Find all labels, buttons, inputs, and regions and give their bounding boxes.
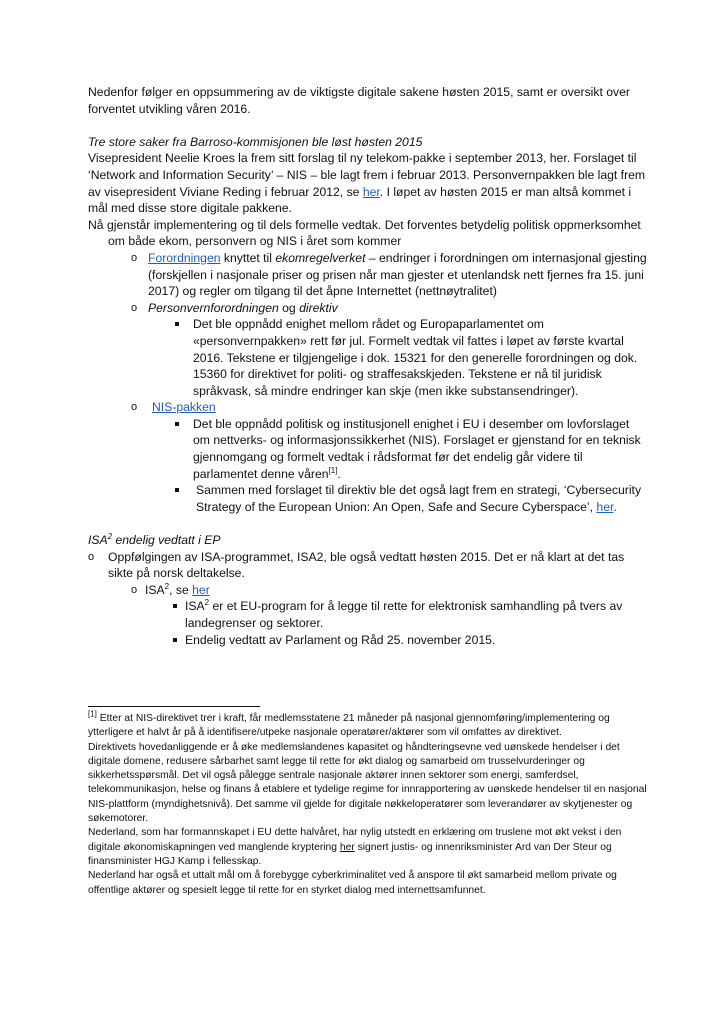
square-bullet-icon	[173, 604, 177, 608]
nis-pakken-link[interactable]: NIS-pakken	[152, 400, 216, 415]
square-bullet-icon	[173, 638, 177, 642]
list-item-nis: o NIS-pakken	[131, 400, 216, 415]
section1-heading: Tre store saker fra Barroso-kommisjonen ble løst høsten 2015	[88, 134, 423, 149]
sub-item-isa2-program: ISA$^2$ er et EU-program for å legge til rette for elektronisk samhandling på tvers av landegrenser og sektorer.	[185, 598, 648, 631]
section2-heading: ISA$^2$ endelig vedtatt i EP	[88, 531, 221, 548]
document-body	[88, 84, 648, 648]
sub-item-nis-enighet: Det ble oppnådd politisk og institusjonell enighet i EU i desember om lovforslaget om nettverks- og informasjonssikkerhet (NIS). Forslaget er gjenstand for en teknisk gjennomgang og formelt vedtak i rådsformat før det endelig går videre til parlamentet denne våren[1].	[193, 416, 648, 482]
footnote-paragraph-3: Nederland, som har formannskapet i EU dette halvåret, har nylig utstedt en erklæring om truslene mot økt vekst i den digitale økonomiskapningen ved manglende kryptering her signert justis- og innenriksminister Ard van Der Steur og finansminister HGJ Kamp i fellesskap.	[88, 827, 622, 867]
list-item-personvern: o Personvernforordningen og direktiv	[131, 300, 338, 315]
kryptering-link[interactable]: her	[339, 841, 355, 853]
personvern-link[interactable]: her	[362, 184, 380, 199]
footnote-1: [1] Etter at NIS-direktivet trer i kraft, får medlemsstatene 21 måneder på nasjonal gjennomføring/implementering og ytterligere et halvt år på å identifisere/utpeke nasjonale operatører/aktører som vil omfattes av direktivet.	[88, 709, 610, 739]
footnote-paragraph-2: Direktivets hovedanliggende er å øke medlemslandenes kapasitet og håndteringsevne ved uønskede hendelser i det digitale domene, redusere sårbarhet samt legge til rette for økt dialog og samarbeid om trusselvurderinger og sikkerhetsspørsmål. Det vil også pålegge sentrale nasjonale aktører innen sektorer som energi, samferdsel, telekommunikasjon, helse og finans å etablere et tydelige regime for innrapportering av uønskede hendelser til en nasjonal NIS-plattform (myndighetsnivå). Det samme vil gjelde for digitale nøkkeloperatører som leverandører av skytjenester og søkemotorer.	[88, 741, 647, 825]
square-bullet-icon	[175, 488, 179, 492]
square-bullet-icon	[175, 422, 179, 426]
footnote-reference[interactable]: [1]	[328, 465, 338, 475]
intro-paragraph: Nedenfor følger en oppsummering av de viktigste digitale sakene høsten 2015, samt er oversikt over forventet utvikling våren 2016.	[88, 85, 630, 116]
cybersecurity-strategy-link[interactable]: her	[596, 499, 614, 514]
footnote-section	[88, 709, 648, 898]
footnote-paragraph-4: Nederland har også et uttalt mål om å forebygge cyberkriminalitet ved å anspore til økt samarbeid mellom private og offentlige aktører og spesielt legge til rette for en styrket dialog med internettsamfunnet.	[88, 870, 617, 896]
section1-paragraph1: Visepresident Neelie Kroes la frem sitt forslag til ny telekom-pakke i september 2013, her. Forslaget til ‘Network and Information Security’ – NIS – ble lagt frem i februar 2013. Personvernpakken ble lagt frem av visepresident Viviane Reding i februar 2012, se her. I løpet av høsten 2015 er man altså kommet i mål med disse store digitale pakkene.	[88, 151, 646, 216]
list-item-isa2: o ISA$^2$, se her	[131, 581, 210, 597]
footnote-separator	[88, 706, 260, 707]
sub-item-personvern-enighet: Det ble oppnådd enighet mellom rådet og Europaparlamentet om «personvernpakken» rett før jul. Formelt vedtak vil fattes i løpet av første kvartal 2016. Tekstene er tilgjengelige i dok. 15321 for den generelle forordningen og dok. 15360 for direktivet for politi- og straffesakskjeden. Tekstene er nå til juridisk språkvask, så mindre endringer kan skje (men ikke substansendringer).	[193, 316, 648, 399]
square-bullet-icon	[175, 322, 179, 326]
section1-paragraph2: Nå gjenstår implementering og til dels formelle vedtak. Det forventes betydelig politisk oppmerksomhet om både ekom, personvern og NIS i året som kommer	[88, 217, 641, 249]
sub-item-isa2-vedtatt: Endelig vedtatt av Parlament og Råd 25. november 2015.	[185, 632, 648, 649]
list-item-isa-oppfolging: o Oppfølgingen av ISA-programmet, ISA2, ble også vedtatt høsten 2015. Det er nå klart at det tas sikte på norsk deltakelse.	[88, 549, 625, 581]
forordningen-link[interactable]: Forordningen	[148, 250, 221, 265]
list-item-ekom: o Forordningen knyttet til ekomregelverket – endringer i forordningen om internasjonal gjesting (forskjellen i nasjonale priser og prisen når man gjester et utenlandsk nett fjernes fra 15. juni 2017) og regler om tilgang til det åpne Internettet (nettnøytralitet)	[131, 250, 647, 299]
sub-item-nis-strategi: Sammen med forslaget til direktiv ble det også lagt frem en strategi, ‘Cybersecurity Strategy of the European Union: An Open, Safe and Secure Cyberspace’, her.	[196, 482, 648, 515]
isa2-link[interactable]: her	[192, 582, 210, 597]
